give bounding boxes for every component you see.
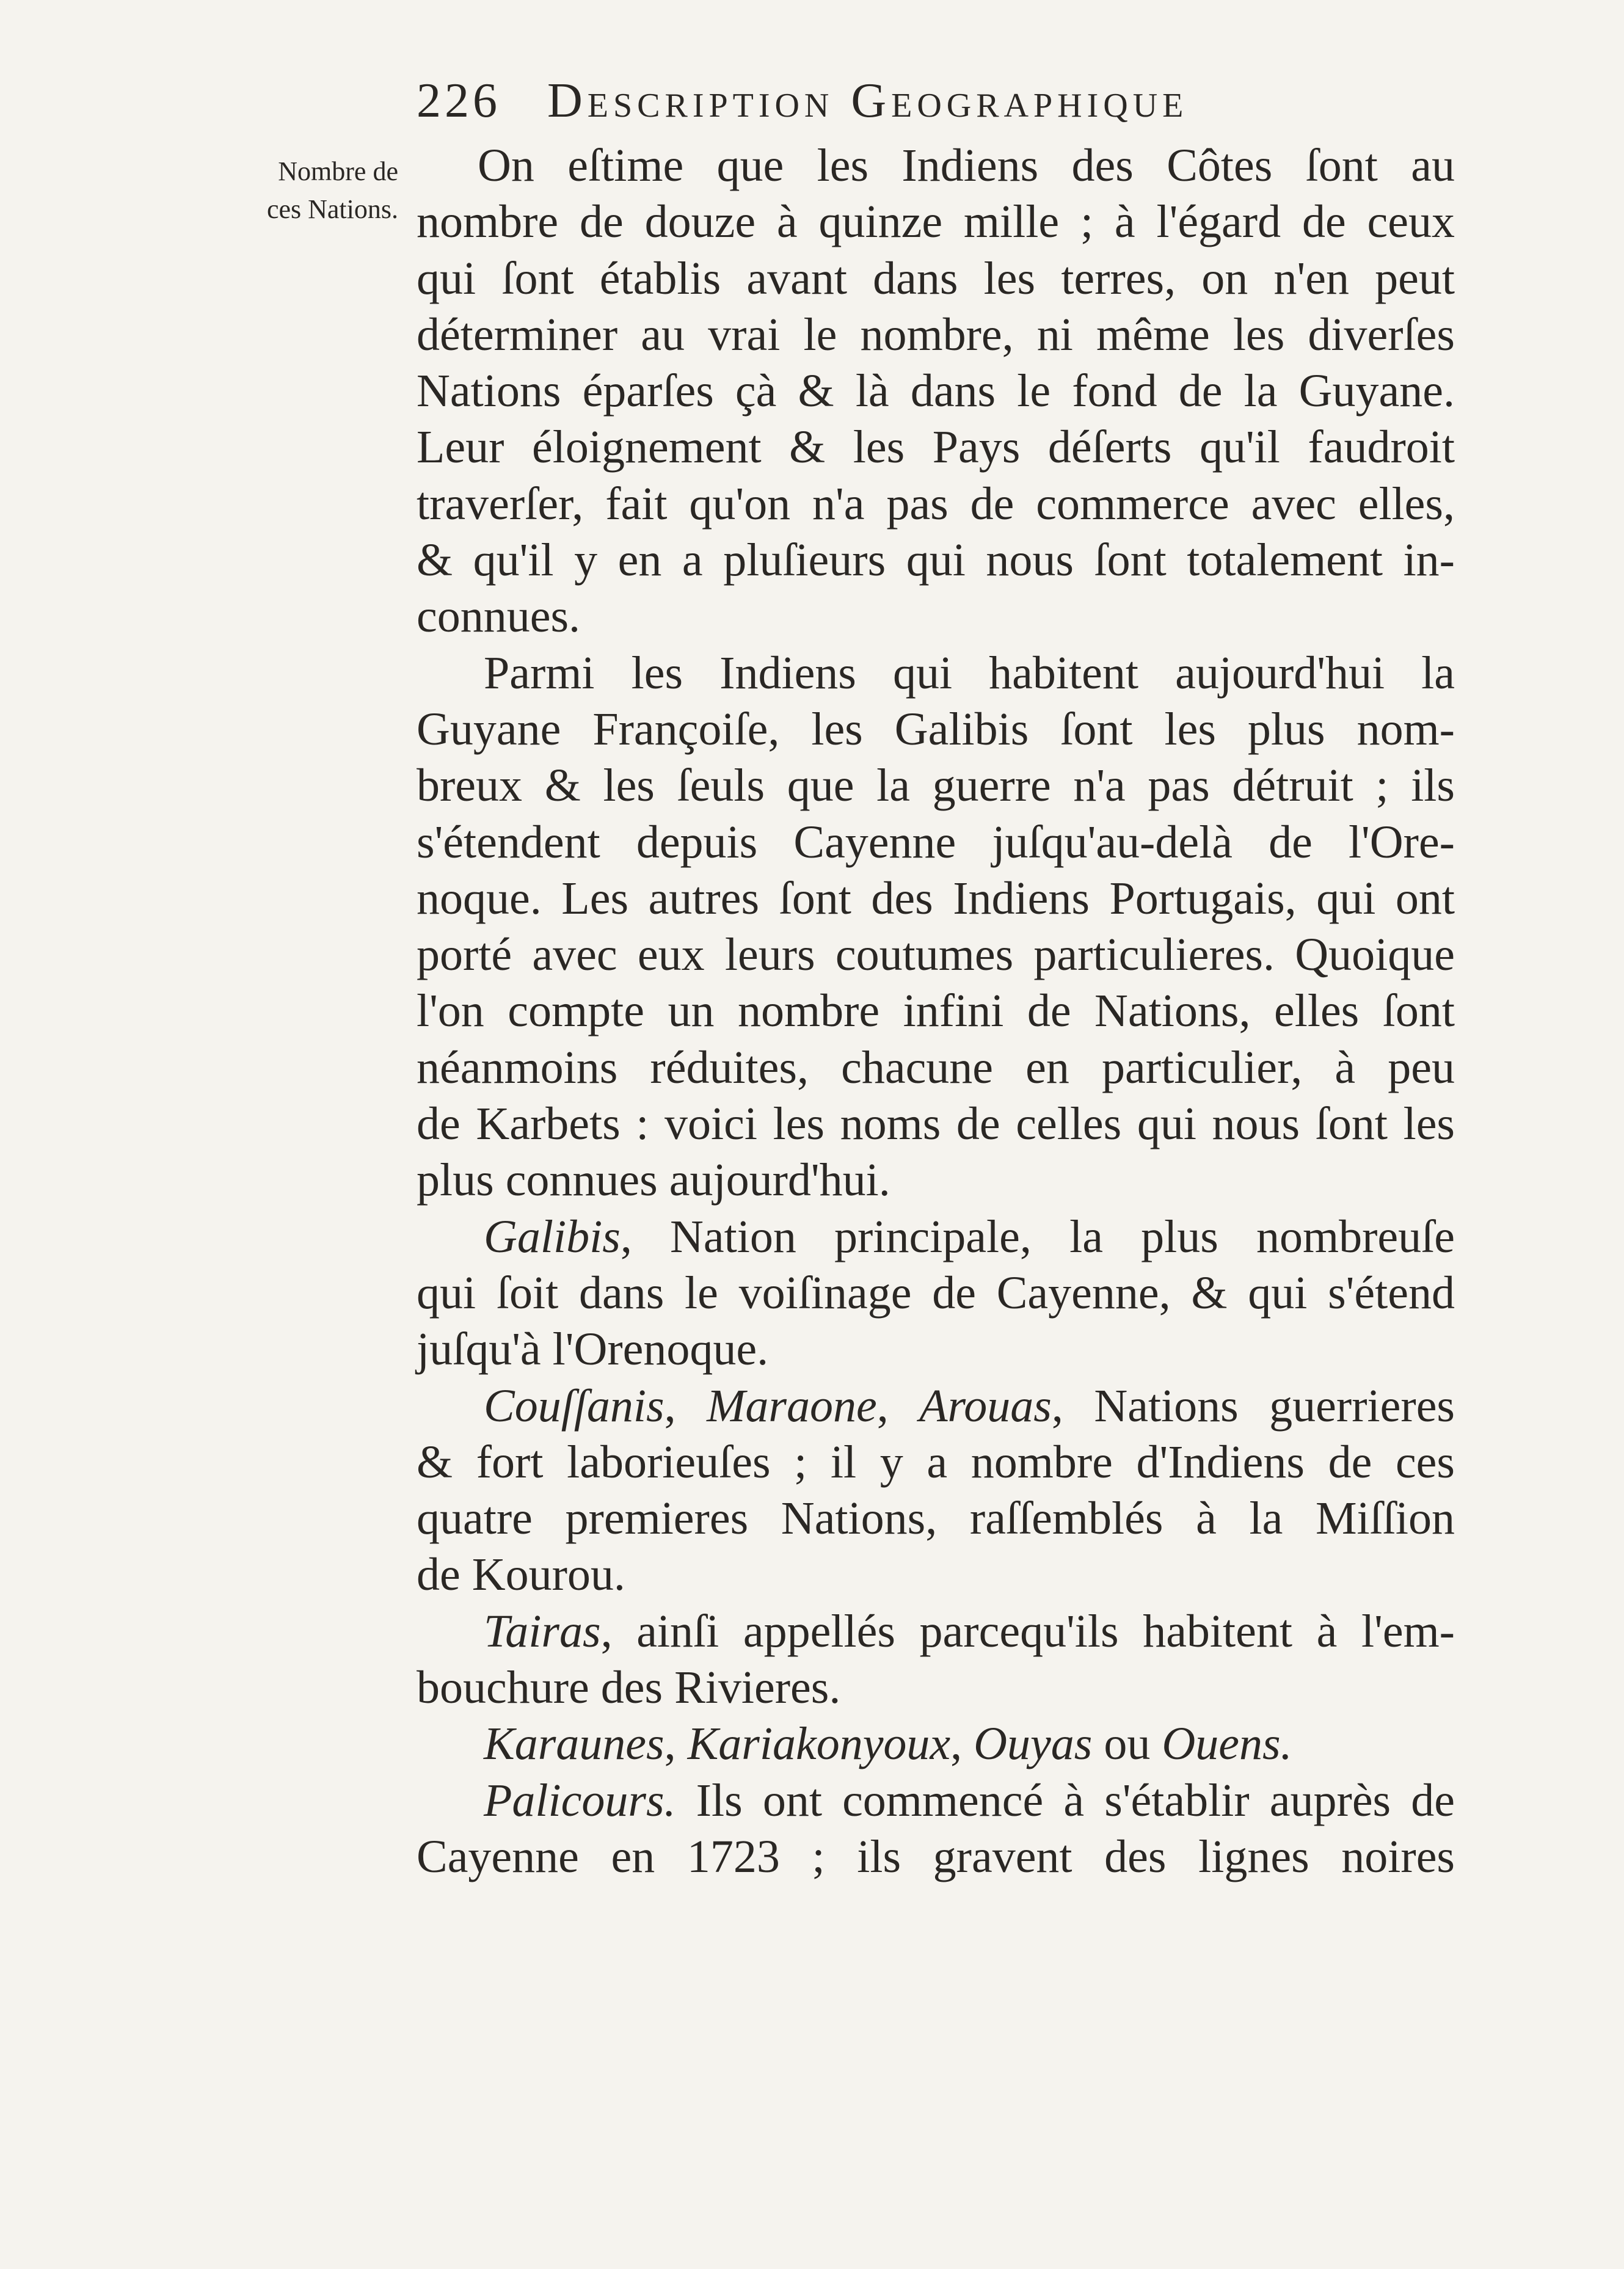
- nation-name: Ouens.: [1162, 1718, 1292, 1770]
- text-line: breux & les ſeuls que la guerre n'a pas détruit ; ils: [417, 760, 1455, 812]
- text-fragment: ,: [876, 1380, 920, 1432]
- running-header: [417, 73, 1455, 129]
- nation-name: Arouas: [919, 1380, 1052, 1432]
- margin-note: [215, 153, 398, 228]
- paragraph-tairas: [417, 1603, 1455, 1716]
- paragraph-palicours: [417, 1772, 1455, 1885]
- text-line: quatre premieres Nations, raſſemblés à la Miſſion: [417, 1493, 1455, 1545]
- text-fragment: ,: [664, 1718, 688, 1770]
- text-line: s'étendent depuis Cayenne juſqu'au-delà de l'Ore-: [417, 816, 1455, 868]
- text-line: & qu'il y en a pluſieurs qui nous ſont totalement in-: [417, 534, 1455, 586]
- paragraph-1: [417, 137, 1455, 645]
- text-line: de Kourou.: [417, 1549, 625, 1601]
- text-line: [417, 1378, 1455, 1434]
- text-line: [417, 1716, 1455, 1772]
- running-title: Description Geographique: [547, 74, 1189, 128]
- text-fragment: , ainſi appellés parcequ'ils habitent à l'em-: [600, 1605, 1455, 1657]
- text-fragment: , Nation principale, la plus nombreuſe: [620, 1211, 1455, 1262]
- text-line: qui ſoit dans le voiſinage de Cayenne, & qui s'étend: [417, 1267, 1455, 1319]
- text-line: porté avec eux leurs coutumes particulieres. Quoique: [417, 929, 1455, 981]
- nation-name: Tairas: [484, 1605, 601, 1657]
- text-line: [417, 1603, 1455, 1659]
- text-line: l'on compte un nombre infini de Nations, elles ſont: [417, 985, 1455, 1037]
- text-fragment: ,: [950, 1718, 974, 1770]
- text-line: Parmi les Indiens qui habitent aujourd'hui la: [484, 647, 1455, 699]
- nation-name: Galibis: [484, 1211, 621, 1262]
- paragraph-galibis: [417, 1209, 1455, 1378]
- text-line: Leur éloignement & les Pays déſerts qu'il faudroit: [417, 421, 1455, 473]
- text-line: nombre de douze à quinze mille ; à l'égard de ceux: [417, 196, 1455, 248]
- nation-name: Kariakonyoux: [687, 1718, 951, 1770]
- text-line: noque. Les autres ſont des Indiens Portugais, qui ont: [417, 872, 1455, 924]
- text-line: Cayenne en 1723 ; ils gravent des lignes noires: [417, 1830, 1455, 1882]
- page-number: 226: [417, 74, 501, 128]
- text-line: Guyane Françoiſe, les Galibis ſont les plus nom-: [417, 703, 1455, 755]
- text-line: de Karbets : voici les noms de celles qui nous ſont les: [417, 1098, 1455, 1150]
- nation-name: Couſſanis: [484, 1380, 665, 1432]
- paragraph-karaunes: [417, 1716, 1455, 1772]
- text-line: juſqu'à l'Orenoque.: [417, 1324, 769, 1375]
- nation-name: Ouyas: [974, 1718, 1093, 1770]
- text-fragment: ,: [664, 1380, 707, 1432]
- text-line: & fort laborieuſes ; il y a nombre d'Indiens de ces: [417, 1436, 1455, 1488]
- text-line: néanmoins réduites, chacune en particulier, à peu: [417, 1041, 1455, 1093]
- text-line: bouchure des Rivieres.: [417, 1662, 841, 1714]
- text-line: plus connues aujourd'hui.: [417, 1154, 890, 1206]
- margin-note-line: Nombre de: [278, 156, 398, 186]
- text-fragment: ou: [1092, 1718, 1162, 1770]
- paragraph-coussanis: [417, 1378, 1455, 1603]
- margin-note-line: ces Nations.: [266, 194, 398, 224]
- text-line: [417, 1209, 1455, 1265]
- text-line: connues.: [417, 591, 581, 643]
- text-line: On eſtime que les Indiens des Côtes ſont au: [478, 140, 1455, 191]
- text-fragment: , Nations guerrieres: [1051, 1380, 1455, 1432]
- nation-name: Maraone: [707, 1380, 877, 1432]
- text-line: qui ſont établis avant dans les terres, on n'en peut: [417, 252, 1455, 304]
- text-line: [417, 1772, 1455, 1829]
- nation-name: Karaunes: [484, 1718, 665, 1770]
- text-line: déterminer au vrai le nombre, ni même les diverſes: [417, 308, 1455, 360]
- paragraph-2: [417, 645, 1455, 1209]
- nation-name: Palicours.: [484, 1774, 676, 1826]
- body-text: [417, 137, 1455, 1885]
- text-line: Nations éparſes çà & là dans le fond de la Guyane.: [417, 365, 1455, 417]
- text-line: traverſer, fait qu'on n'a pas de commerce avec elles,: [417, 478, 1455, 530]
- text-fragment: Ils ont commencé à s'établir auprès de: [675, 1774, 1455, 1826]
